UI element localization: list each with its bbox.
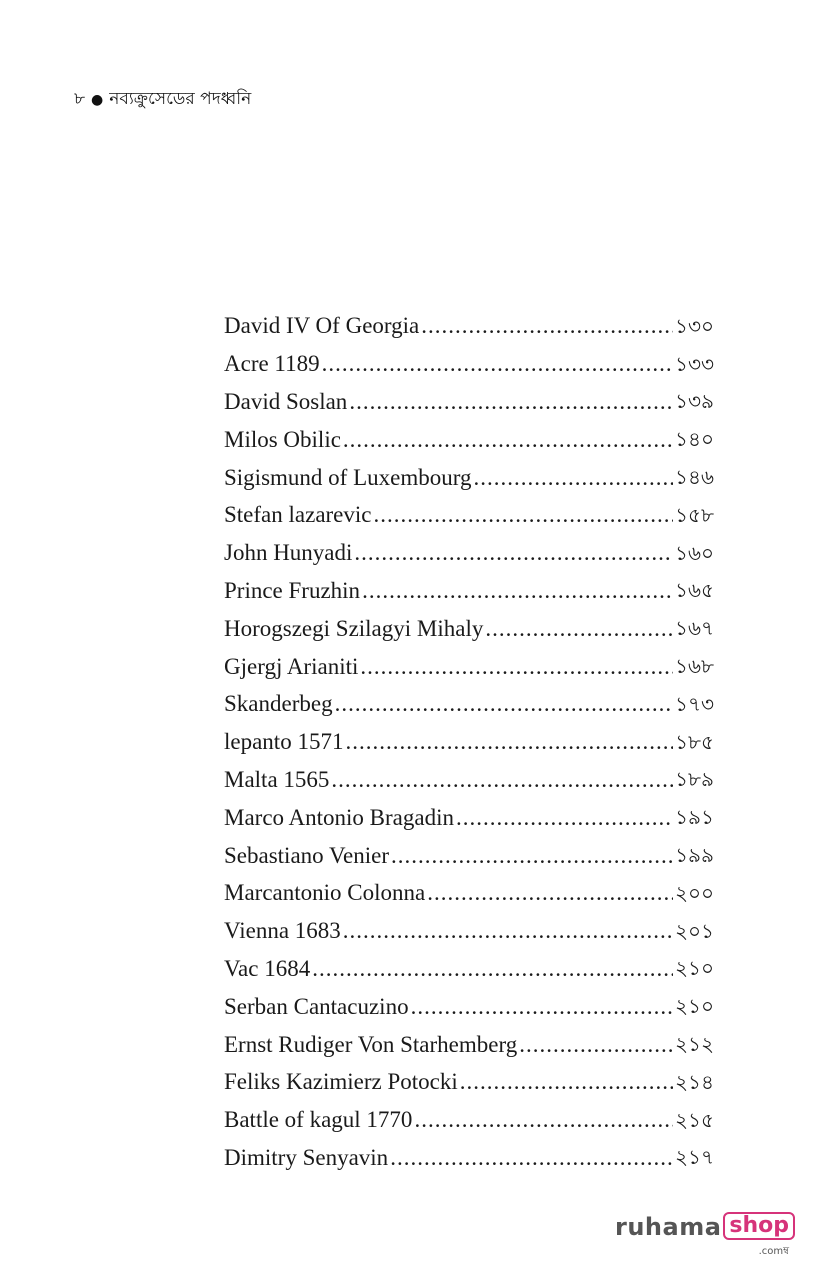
toc-entry-page-number: ২১৫: [675, 1107, 714, 1132]
toc-entry-title: Serban Cantacuzino: [224, 993, 409, 1019]
logo-text-ruhama: ruhama: [615, 1213, 722, 1241]
toc-entry: [224, 685, 714, 723]
toc-entry-page-number: ১৪০: [675, 427, 714, 452]
bullet-separator: ●: [91, 92, 104, 108]
page-number: ৮: [74, 89, 86, 109]
logo-text-shop: shop: [729, 1213, 790, 1238]
toc-dot-leader: [473, 466, 673, 489]
toc-entry: [224, 420, 714, 458]
logo-shop-badge: [723, 1212, 795, 1257]
toc-dot-leader: [519, 1033, 673, 1056]
toc-entry: [224, 609, 714, 647]
toc-entry-page-number: ২০০: [674, 880, 714, 905]
toc-entry: [224, 798, 714, 836]
toc-dot-leader: [345, 730, 673, 753]
toc-entry-page-number: ১৯৯: [675, 843, 714, 868]
toc-entry: [224, 723, 714, 761]
toc-dot-leader: [362, 579, 673, 602]
toc-entry-title: John Hunyadi: [224, 540, 353, 566]
toc-entry-title: Acre 1189: [224, 351, 320, 377]
toc-entry-page-number: ২১২: [675, 1032, 714, 1057]
toc-entry-page-number: ২০১: [675, 918, 714, 943]
toc-entry-page-number: ১৮৯: [675, 767, 714, 792]
toc-entry-page-number: ২১০: [675, 994, 714, 1019]
toc-entry-title: David Soslan: [224, 388, 348, 414]
toc-entry: [224, 761, 714, 799]
toc-dot-leader: [374, 503, 674, 526]
toc-dot-leader: [390, 1146, 673, 1169]
toc-entry-page-number: ২১৪: [675, 1069, 714, 1094]
toc-entry-page-number: ১৬৮: [675, 654, 714, 679]
toc-dot-leader: [360, 655, 673, 678]
toc-entry-page-number: ১৮৫: [675, 729, 714, 754]
toc-entry: [224, 647, 714, 685]
toc-entry-title: Dimitry Senyavin: [224, 1144, 389, 1170]
toc-dot-leader: [343, 919, 673, 942]
toc-entry: [224, 1101, 714, 1139]
toc-entry-page-number: ১৬৭: [675, 616, 714, 641]
toc-dot-leader: [349, 390, 673, 413]
toc-entry-title: Sigismund of Luxembourg: [224, 464, 472, 490]
toc-dot-leader: [485, 617, 673, 640]
toc-entry: [224, 1139, 714, 1177]
toc-entry-title: Marco Antonio Bragadin: [224, 804, 454, 830]
toc-entry: [224, 496, 714, 534]
book-title: নব্যক্রুসেডের পদধ্বনি: [109, 89, 252, 109]
toc-dot-leader: [460, 1070, 673, 1093]
toc-entry-title: Malta 1565: [224, 766, 330, 792]
toc-entry-title: Milos Obilic: [224, 426, 341, 452]
toc-entry-title: Vienna 1683: [224, 918, 341, 944]
toc-dot-leader: [427, 881, 673, 904]
toc-entry-page-number: ১৪৬: [675, 465, 714, 490]
toc-entry-page-number: ১৩৩: [675, 351, 714, 376]
toc-dot-leader: [343, 428, 673, 451]
running-head: [74, 86, 251, 114]
toc-entry-page-number: ২১০: [675, 956, 714, 981]
toc-entry-page-number: ১৩৯: [675, 389, 714, 414]
toc-entry-title: Sebastiano Venier: [224, 842, 390, 868]
table-of-contents: [224, 307, 714, 1176]
toc-dot-leader: [312, 957, 673, 980]
toc-entry: [224, 345, 714, 383]
toc-entry: [224, 874, 714, 912]
toc-entry-page-number: ১৩০: [675, 313, 714, 338]
toc-dot-leader: [354, 541, 673, 564]
toc-entry-title: Stefan lazarevic: [224, 502, 372, 528]
toc-entry-page-number: ২১৭: [675, 1145, 714, 1170]
toc-entry-page-number: ১৭৩: [675, 691, 714, 716]
toc-entry: [224, 534, 714, 572]
toc-dot-leader: [331, 768, 673, 791]
logo-text-com: .comম্ব: [758, 1246, 790, 1257]
toc-entry: [224, 572, 714, 610]
toc-entry-page-number: ১৬০: [675, 540, 714, 565]
ruhamashop-logo: [615, 1212, 795, 1257]
toc-entry-title: Feliks Kazimierz Potocki: [224, 1069, 458, 1095]
toc-entry: [224, 1025, 714, 1063]
toc-entry-title: Prince Fruzhin: [224, 577, 361, 603]
toc-entry-title: Vac 1684: [224, 955, 311, 981]
toc-dot-leader: [414, 1108, 673, 1131]
toc-entry-title: David IV Of Georgia: [224, 313, 420, 339]
toc-entry-page-number: ১৫৮: [675, 502, 714, 527]
toc-entry: [224, 836, 714, 874]
toc-entry: [224, 912, 714, 950]
toc-entry: [224, 458, 714, 496]
toc-dot-leader: [456, 806, 673, 829]
toc-dot-leader: [335, 692, 673, 715]
toc-entry-page-number: ১৯১: [675, 805, 714, 830]
toc-entry-title: Battle of kagul 1770: [224, 1107, 413, 1133]
toc-entry: [224, 1063, 714, 1101]
toc-entry-title: Marcantonio Colonna: [224, 880, 426, 906]
toc-entry-title: Horogszegi Szilagyi Mihaly: [224, 615, 484, 641]
toc-entry-title: lepanto 1571: [224, 729, 344, 755]
toc-dot-leader: [391, 844, 673, 867]
toc-entry: [224, 307, 714, 345]
toc-entry-title: Gjergj Arianiti: [224, 653, 359, 679]
toc-entry-title: Skanderbeg: [224, 691, 333, 717]
toc-dot-leader: [322, 352, 673, 375]
toc-dot-leader: [421, 314, 673, 337]
toc-entry: [224, 950, 714, 988]
toc-entry: [224, 383, 714, 421]
toc-entry: [224, 987, 714, 1025]
toc-entry-page-number: ১৬৫: [675, 578, 714, 603]
toc-entry-title: Ernst Rudiger Von Starhemberg: [224, 1031, 518, 1057]
toc-dot-leader: [411, 995, 673, 1018]
